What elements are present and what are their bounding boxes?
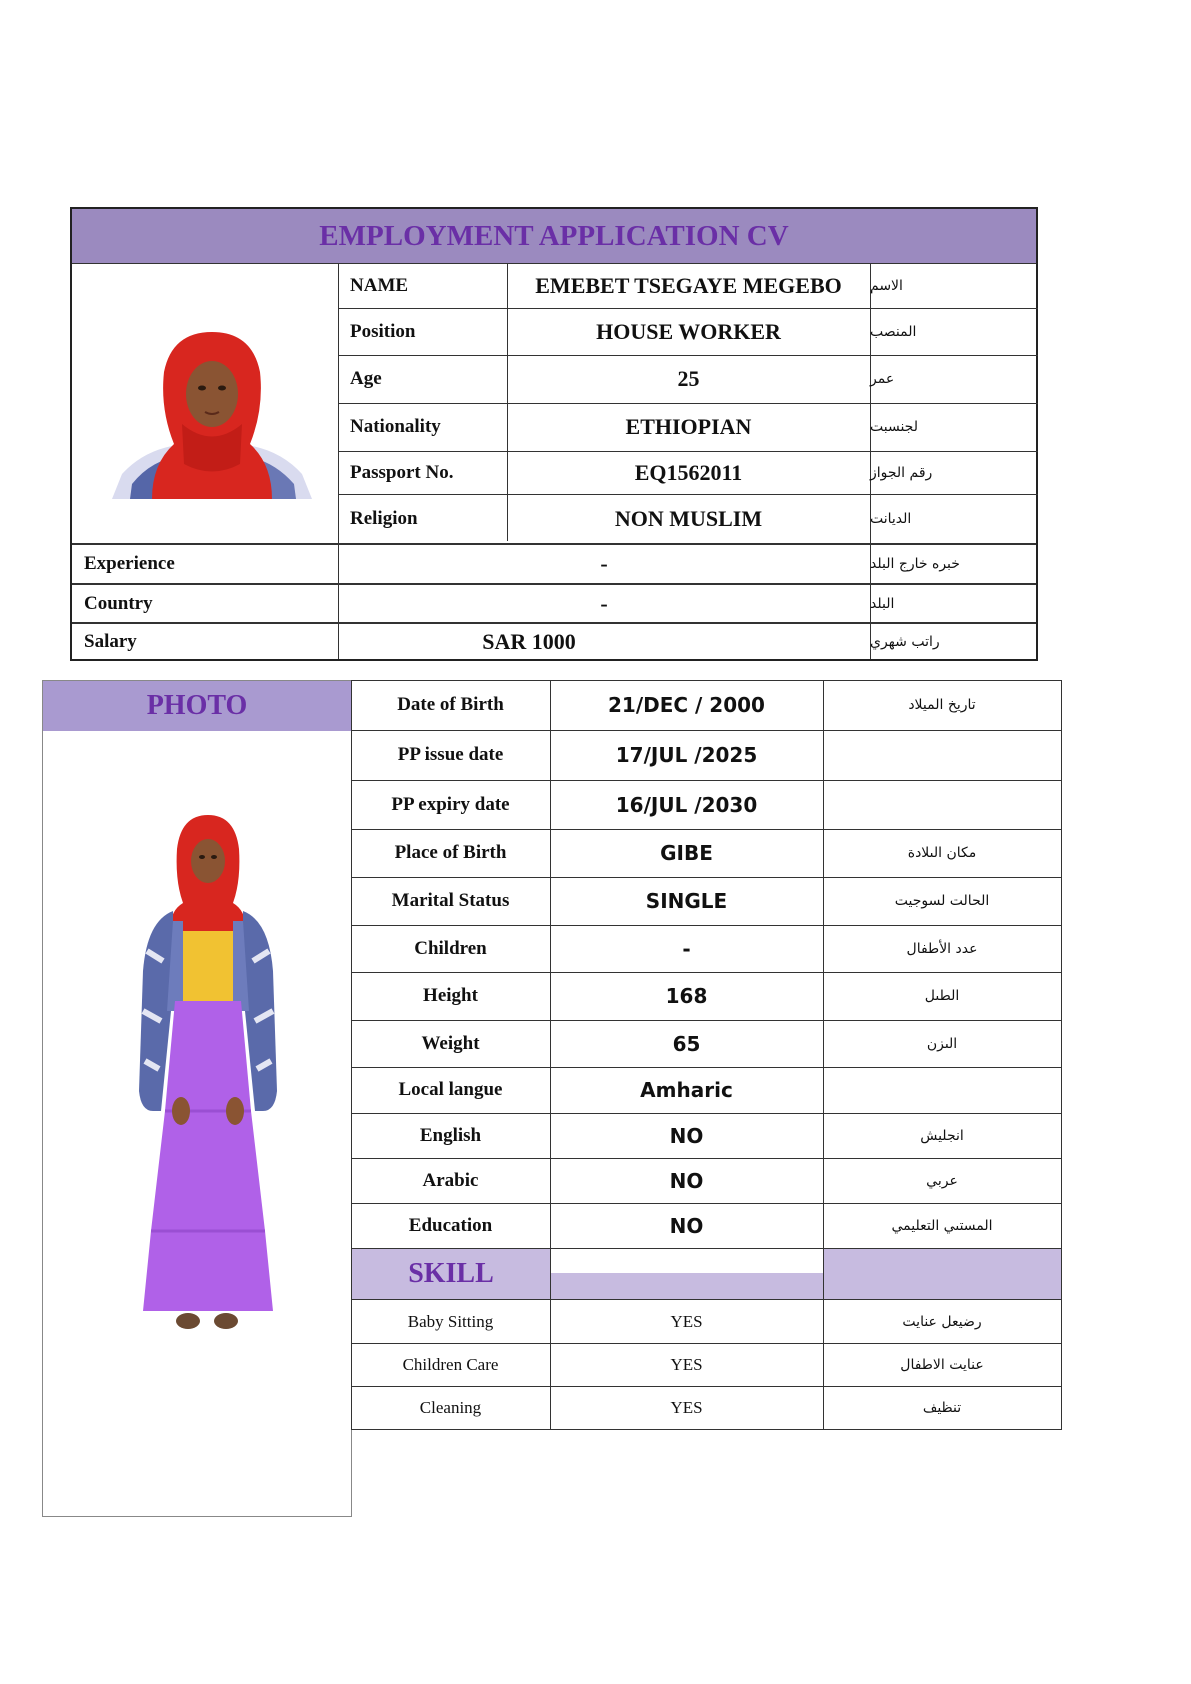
label-place-of-birth: Place of Birth [394, 842, 507, 863]
arabic-pp-expiry [823, 780, 1061, 829]
label-marital: Marital Status [391, 890, 510, 911]
arabic-passport: رقم الجواز [870, 464, 933, 481]
value-experience: - [600, 551, 608, 576]
label-skill-baby-sitting: Baby Sitting [407, 1311, 494, 1331]
skill-heading: SKILL [352, 1249, 550, 1299]
skill-heading-fill-right [824, 1249, 1061, 1299]
label-arabic: Arabic [422, 1169, 479, 1191]
value-skill-children-care: YES [670, 1354, 703, 1374]
portrait-photo [112, 324, 312, 499]
value-dob: 21/DEC / 2000 [608, 693, 765, 717]
value-country: - [600, 590, 608, 616]
details-table [351, 680, 1062, 1430]
cv-title: EMPLOYMENT APPLICATION CV [72, 209, 1036, 264]
value-salary: SAR 1000 [482, 628, 576, 654]
value-skill-baby-sitting: YES [670, 1311, 703, 1331]
value-education: NO [669, 1213, 704, 1238]
photo-heading: PHOTO [43, 681, 351, 731]
arabic-marital: الحالت لسوجيت [894, 893, 990, 909]
value-position: HOUSE WORKER [596, 318, 781, 344]
value-pp-expiry: 16/JUL /2030 [615, 792, 758, 817]
value-weight: 65 [672, 1031, 701, 1056]
arabic-place-of-birth: مكان الىلادة [907, 845, 977, 861]
value-children: - [682, 936, 691, 961]
arabic-position: المنصب [870, 323, 917, 340]
value-passport: EQ1562011 [634, 459, 743, 485]
label-pp-issue: PP issue date [397, 744, 504, 765]
label-passport: Passport No. [350, 461, 454, 483]
arabic-arabic: عربي [926, 1172, 958, 1189]
arabic-pp-issue [823, 730, 1061, 780]
label-country: Country [84, 592, 153, 614]
photo-panel [42, 680, 352, 1517]
arabic-education: المستىي التعليمي [891, 1217, 993, 1234]
label-skill-cleaning: Cleaning [419, 1397, 482, 1417]
value-place-of-birth: GIBE [660, 841, 713, 865]
label-position: Position [350, 320, 416, 342]
skill-heading-fill [551, 1273, 823, 1299]
value-age: 25 [677, 366, 700, 391]
label-religion: Religion [350, 507, 418, 529]
arabic-religion: الديانت [870, 510, 912, 527]
value-arabic: NO [669, 1168, 704, 1193]
arabic-children: عدد الأطفال [906, 940, 978, 957]
grid-row-divider [351, 1429, 1062, 1430]
value-name: EMEBET TSEGAYE MEGEBO [535, 273, 842, 298]
label-height: Height [423, 985, 478, 1006]
arabic-country: البلد [870, 595, 895, 612]
label-skill-children-care: Children Care [402, 1354, 499, 1374]
arabic-skill-children-care: عنايت الاطفال [900, 1356, 984, 1373]
value-pp-issue: 17/JUL /2025 [615, 743, 758, 767]
cv-header-table [70, 207, 1038, 661]
arabic-experience: خبره خارج البلد [870, 556, 960, 572]
value-religion: NON MUSLIM [614, 505, 763, 531]
arabic-nationality: لجنسبت [870, 419, 918, 435]
arabic-dob: تاريخ الميلاد [908, 697, 976, 713]
value-skill-cleaning: YES [670, 1397, 703, 1417]
label-age: Age [350, 368, 382, 389]
arabic-name: الاسم [870, 278, 903, 294]
label-education: Education [408, 1214, 493, 1236]
label-pp-expiry: PP expiry date [391, 793, 510, 815]
arabic-salary: راتب شهري [870, 633, 940, 650]
arabic-skill-baby-sitting: رضيعل عنايت [902, 1313, 982, 1330]
value-height: 168 [665, 984, 708, 1008]
label-name: NAME [350, 275, 409, 296]
arabic-age: عمر [870, 371, 895, 387]
arabic-height: الطىل [924, 988, 960, 1004]
arabic-skill-cleaning: تنظيف [922, 1399, 962, 1416]
full-body-photo [133, 811, 283, 1351]
value-nationality: ETHIOPIAN [625, 414, 752, 439]
arabic-english: انجليش [920, 1127, 964, 1144]
label-children: Children [414, 937, 487, 959]
arabic-weight: الىزن [926, 1035, 958, 1052]
value-english: NO [669, 1123, 704, 1148]
label-english: English [419, 1124, 482, 1146]
value-local-language: Amharic [640, 1078, 733, 1102]
label-dob: Date of Birth [397, 694, 504, 715]
label-local-language: Local langue [398, 1079, 503, 1100]
label-nationality: Nationality [350, 416, 441, 437]
label-experience: Experience [84, 553, 175, 574]
value-marital: SINGLE [645, 889, 728, 913]
arabic-local-language [823, 1067, 1061, 1113]
label-weight: Weight [421, 1032, 480, 1054]
label-salary: Salary [84, 630, 137, 652]
